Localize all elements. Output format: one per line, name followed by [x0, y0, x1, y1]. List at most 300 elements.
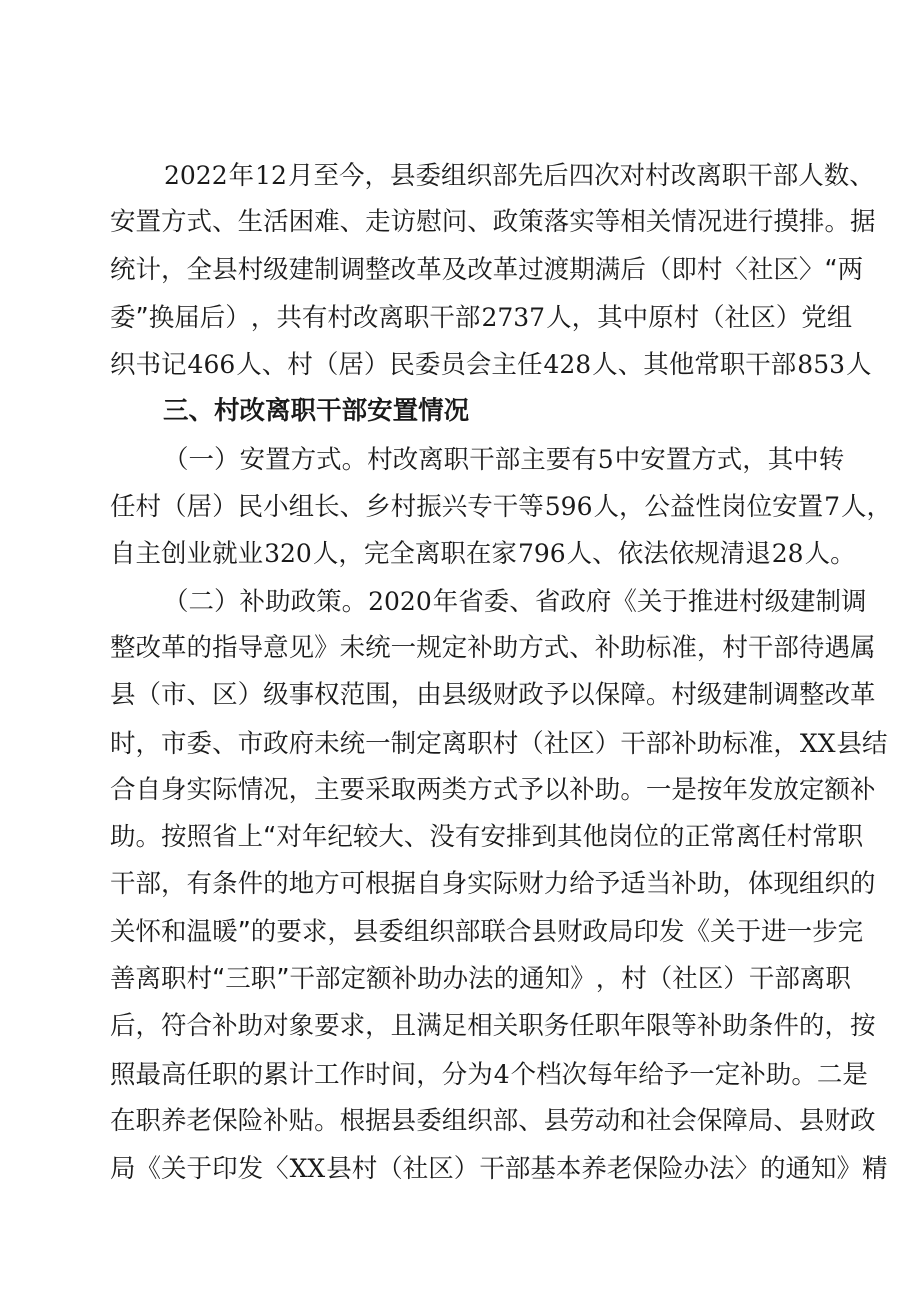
text-char: 织: [429, 916, 455, 947]
text-char: 社: [543, 728, 570, 759]
text-char: 、: [849, 161, 875, 191]
text-char: 为: [467, 1059, 493, 1090]
text-char: 离: [414, 539, 441, 570]
text-char: 离: [799, 964, 826, 995]
text-char: 制: [390, 728, 417, 759]
text-char: 到: [531, 822, 557, 853]
text-char: （: [312, 350, 339, 381]
text-char: 动: [594, 1105, 621, 1136]
text-char: 人: [546, 302, 572, 333]
text-char: 排: [798, 207, 825, 238]
text-char: 人: [593, 492, 619, 523]
text-char: 届: [174, 302, 200, 333]
text-line: [110, 1145, 888, 1192]
text-char: 暖: [212, 916, 238, 947]
text-char: 活: [263, 207, 289, 238]
text-char: 完: [363, 539, 390, 570]
text-char: 兴: [441, 492, 468, 523]
text-char: 通: [519, 964, 545, 995]
text-char: 进: [713, 586, 739, 617]
text-char: 委: [483, 586, 510, 617]
text-char: 进: [761, 916, 787, 947]
text-char: 家: [491, 539, 517, 570]
text-char: 府: [288, 728, 315, 759]
heading-line: [110, 388, 816, 435]
text-char: 依: [668, 539, 695, 570]
text-char: 排: [505, 822, 532, 853]
text-char: 级: [696, 680, 723, 711]
text-line: [110, 294, 853, 341]
text-char: 退: [745, 539, 771, 570]
text-char: 事: [288, 680, 315, 711]
text-char: 发: [237, 1154, 264, 1185]
text-char: 规: [694, 539, 720, 570]
text-char: 常: [812, 822, 838, 853]
text-line: [110, 861, 876, 908]
text-char: 人: [841, 492, 867, 523]
text-char: 组: [826, 302, 853, 333]
text-run-latin: 853: [797, 350, 846, 380]
text-char: 的: [493, 964, 520, 995]
text-char: 省: [212, 822, 238, 853]
text-char: ，: [722, 869, 748, 900]
text-char: 保: [594, 680, 621, 711]
text-char: 关: [710, 916, 736, 947]
text-char: 〉: [734, 1154, 760, 1185]
text-char: 年: [301, 822, 328, 853]
text-char: 正: [684, 822, 711, 853]
text-char: 合: [186, 1011, 213, 1042]
text-char: 方: [467, 774, 493, 805]
text-char: 关: [110, 916, 136, 947]
text-char: 助: [696, 728, 723, 759]
text-char: 〈: [722, 254, 748, 285]
text-char: 书: [135, 350, 162, 381]
text-char: 、: [592, 539, 618, 570]
text-char: 区: [773, 254, 799, 285]
text-char: 可: [339, 869, 366, 900]
text-char: 主: [314, 774, 340, 805]
text-char: 干: [745, 350, 771, 381]
text-char: 财: [824, 1105, 850, 1136]
text-char: “: [263, 822, 277, 853]
text-char: 后: [110, 1011, 136, 1042]
text-char: 离: [696, 161, 722, 191]
text-char: 步: [812, 916, 838, 947]
text-char: ）: [212, 492, 238, 523]
text-char: 、: [518, 1105, 544, 1136]
text-char: 革: [492, 254, 519, 285]
text-char: 足: [441, 1011, 468, 1042]
text-char: 情: [671, 207, 697, 238]
text-char: 求: [339, 1011, 366, 1042]
text-char: 村: [673, 302, 700, 333]
text-char: ，: [773, 728, 799, 759]
text-char: 《: [684, 916, 711, 947]
text-line: [110, 956, 851, 1003]
text-char: 定: [340, 964, 367, 995]
text-char: 离: [135, 964, 162, 995]
text-char: 助: [722, 1011, 748, 1042]
text-char: 一: [188, 444, 215, 475]
text-char: ，: [619, 492, 645, 523]
text-char: 中: [614, 444, 641, 475]
text-char: 人: [566, 539, 593, 570]
text-char: 部: [772, 161, 799, 191]
text-char: 县: [543, 1105, 570, 1136]
text-char: 办: [442, 964, 469, 995]
text-char: 且: [390, 1011, 417, 1042]
text-char: 职: [212, 1059, 238, 1090]
text-char: 县: [212, 254, 238, 285]
text-char: 干: [110, 869, 136, 900]
text-char: ，: [288, 774, 315, 805]
text-char: 常: [710, 822, 736, 853]
text-char: 村: [390, 492, 417, 523]
text-char: 村: [351, 1154, 378, 1185]
text-char: 求: [301, 916, 328, 947]
text-char: 部: [770, 350, 797, 381]
text-line: [110, 152, 875, 199]
text-char: 居: [186, 492, 213, 523]
text-char: 安: [640, 444, 666, 475]
text-char: 任: [569, 1011, 595, 1042]
text-char: 人: [592, 350, 618, 381]
text-char: 、: [188, 396, 215, 427]
text-char: 置: [135, 207, 162, 238]
text-char: 组: [403, 916, 430, 947]
text-char: 人: [846, 350, 872, 381]
text-char: 干: [429, 302, 455, 333]
text-char: 原: [648, 302, 674, 333]
text-line: [110, 341, 872, 388]
text-char: 温: [186, 916, 213, 947]
text-char: 职: [135, 1105, 162, 1136]
text-run-latin: XX: [799, 728, 836, 758]
text-char: 村: [237, 254, 264, 285]
text-char: 一: [689, 1059, 715, 1090]
text-char: 局: [608, 916, 634, 947]
text-char: 部: [504, 1154, 531, 1185]
text-char: 务: [543, 1011, 570, 1042]
text-char: 部: [454, 302, 481, 333]
text-char: 的: [849, 869, 876, 900]
text-char: 作: [339, 1059, 366, 1090]
text-char: 类: [441, 774, 468, 805]
text-char: 予: [594, 869, 621, 900]
text-char: 档: [536, 1059, 562, 1090]
text-char: 补: [696, 1011, 723, 1042]
text-char: 常: [694, 350, 720, 381]
text-char: 干: [316, 396, 342, 427]
text-char: 要: [276, 916, 302, 947]
text-char: 制: [747, 680, 774, 711]
text-line: [110, 767, 876, 814]
text-char: 情: [237, 774, 264, 805]
text-char: 助: [110, 822, 136, 853]
text-char: 自: [416, 869, 442, 900]
text-char: 政: [849, 1105, 876, 1136]
text-char: 位: [633, 822, 660, 853]
text-char: 置: [265, 444, 291, 475]
text-char: 给: [569, 869, 595, 900]
text-char: 保: [632, 1154, 658, 1185]
text-char: 级: [263, 680, 289, 711]
text-char: 小: [263, 492, 289, 523]
text-char: ，: [250, 302, 277, 333]
text-char: 市: [237, 728, 264, 759]
text-char: 条: [747, 1011, 774, 1042]
text-char: 组: [288, 492, 315, 523]
text-char: 有: [571, 444, 597, 475]
text-run-latin: 12: [255, 161, 287, 190]
text-char: 共: [276, 302, 302, 333]
text-char: 问: [441, 207, 468, 238]
text-char: 实: [569, 207, 595, 238]
text-char: 以: [569, 680, 595, 711]
text-char: 未: [314, 728, 340, 759]
text-char: 要: [314, 1011, 340, 1042]
text-char: 改: [390, 254, 417, 285]
text-line: [110, 1003, 876, 1050]
text-char: 据: [365, 1105, 391, 1136]
text-char: 人: [804, 539, 831, 570]
text-char: ）: [775, 302, 802, 333]
text-char: 较: [352, 822, 379, 853]
text-char: 先: [517, 161, 544, 191]
text-char: 工: [314, 1059, 340, 1090]
text-char: 局: [747, 1105, 774, 1136]
text-char: （: [645, 254, 672, 285]
text-char: 关: [645, 207, 672, 238]
text-char: 过: [518, 254, 544, 285]
text-char: 于: [186, 1154, 213, 1185]
text-char: 职: [440, 539, 466, 570]
text-char: 补: [212, 1011, 238, 1042]
text-char: 以: [543, 774, 570, 805]
text-char: 调: [841, 586, 867, 617]
text-char: 据: [390, 869, 417, 900]
text-char: 其: [643, 350, 669, 381]
text-line: [110, 483, 893, 530]
text-char: 全: [389, 539, 415, 570]
text-char: 在: [110, 1105, 136, 1136]
text-char: 体: [747, 869, 774, 900]
text-line: [110, 625, 876, 672]
text-char: ，: [390, 680, 417, 711]
paragraph-placement-methods: [110, 436, 893, 578]
text-char: 织: [466, 161, 493, 191]
text-char: 部: [341, 396, 368, 427]
text-char: 是: [842, 1059, 868, 1090]
text-char: 委: [416, 1105, 442, 1136]
text-char: 知: [544, 964, 571, 995]
text-char: 区: [697, 964, 724, 995]
text-char: 政: [492, 207, 519, 238]
text-char: 时: [365, 1059, 391, 1090]
text-char: ）: [594, 728, 621, 759]
text-line: [110, 814, 864, 861]
text-char: 置: [797, 492, 824, 523]
text-char: 上: [237, 822, 264, 853]
text-char: 级: [764, 586, 790, 617]
text-char: 委: [110, 302, 136, 333]
paragraph-subsidy-policy: [110, 578, 888, 1193]
text-char: 记: [161, 350, 187, 381]
text-char: 见: [288, 632, 315, 663]
text-char: 村: [367, 444, 393, 475]
text-char: 组: [441, 161, 467, 191]
text-char: 的: [250, 916, 277, 947]
text-char: 补: [391, 964, 418, 995]
text-char: 市: [161, 680, 187, 711]
text-char: 财: [492, 680, 519, 711]
text-char: 合: [505, 916, 532, 947]
text-char: 村: [186, 964, 213, 995]
text-char: 关: [161, 1154, 187, 1185]
text-char: 》: [836, 1154, 863, 1185]
text-char: 贴: [288, 1105, 315, 1136]
text-char: 大: [378, 822, 404, 853]
text-char: 意: [263, 632, 289, 663]
text-char: 困: [288, 207, 315, 238]
text-char: 印: [633, 916, 660, 947]
text-char: 改: [824, 680, 850, 711]
text-char: 三: [163, 396, 189, 427]
text-char: 的: [186, 632, 213, 663]
text-char: 补: [849, 774, 876, 805]
text-char: 有: [301, 302, 328, 333]
text-char: 益: [670, 492, 696, 523]
text-char: 业: [237, 539, 264, 570]
text-char: 级: [263, 254, 289, 285]
text-char: 村: [492, 728, 519, 759]
text-char: 次: [594, 161, 620, 191]
text-char: 现: [773, 869, 799, 900]
text-char: 区: [569, 728, 595, 759]
text-char: 改: [239, 396, 266, 427]
text-char: 方: [518, 632, 544, 663]
text-char: 局: [110, 1154, 136, 1185]
text-char: 关: [492, 1011, 519, 1042]
text-char: （: [699, 302, 725, 333]
text-char: 社: [672, 964, 698, 995]
text-char: 岗: [608, 822, 634, 853]
text-char: 的: [263, 869, 289, 900]
text-char: ，: [696, 632, 723, 663]
text-char: 养: [161, 1105, 187, 1136]
text-char: 职: [594, 1011, 621, 1042]
text-char: 放: [773, 774, 799, 805]
text-char: 职: [403, 302, 430, 333]
text-char: 、: [403, 822, 430, 853]
text-char: 创: [161, 539, 187, 570]
text-char: 组: [798, 869, 825, 900]
text-char: 转: [818, 444, 845, 475]
text-char: 遇: [824, 632, 850, 663]
text-char: 革: [161, 632, 187, 663]
text-char: 〉: [798, 254, 825, 285]
text-char: 依: [617, 539, 644, 570]
text-char: 村: [738, 586, 765, 617]
text-char: 政: [263, 728, 289, 759]
text-char: 补: [467, 632, 493, 663]
text-run-latin: 4: [493, 1059, 510, 1089]
text-char: ，: [135, 728, 162, 759]
text-char: 部: [315, 964, 341, 995]
text-char: 县: [531, 916, 557, 947]
text-char: 围: [365, 680, 391, 711]
text-char: 和: [161, 916, 187, 947]
text-char: 三: [225, 964, 251, 995]
text-char: 党: [801, 302, 827, 333]
text-char: 标: [645, 632, 672, 663]
text-run-latin: 796: [517, 539, 566, 569]
text-char: 区: [428, 1154, 454, 1185]
text-char: 县: [836, 728, 863, 759]
text-char: 政: [560, 586, 586, 617]
text-char: 定: [798, 774, 825, 805]
text-line: [110, 578, 867, 625]
text-char: 部: [492, 161, 518, 191]
text-char: 险: [237, 1105, 264, 1136]
text-char: 落: [543, 207, 570, 238]
text-char: 发: [659, 916, 685, 947]
text-run-latin: 2020: [368, 586, 432, 616]
text-char: 联: [480, 916, 506, 947]
text-char: 补: [594, 632, 621, 663]
text-char: 年: [612, 1059, 639, 1090]
text-char: 方: [691, 444, 717, 475]
text-char: ，: [161, 869, 187, 900]
text-char: 村: [786, 822, 813, 853]
text-char: 职: [825, 964, 851, 995]
text-char: 据: [849, 207, 876, 238]
text-char: 老: [186, 1105, 213, 1136]
text-char: 没: [429, 822, 455, 853]
text-char: 任: [186, 1059, 213, 1090]
text-char: 社: [645, 1105, 672, 1136]
text-char: （: [377, 1154, 403, 1185]
text-char: 助: [237, 1011, 264, 1042]
text-char: 补: [263, 1105, 289, 1136]
text-char: 按: [696, 774, 723, 805]
text-char: 条: [212, 869, 238, 900]
text-char: 未: [339, 632, 366, 663]
text-char: 其: [556, 822, 583, 853]
text-char: 改: [352, 302, 379, 333]
text-char: 会: [465, 350, 492, 381]
text-line: [110, 247, 864, 294]
text-char: 部: [645, 728, 672, 759]
text-char: 怀: [135, 916, 162, 947]
text-char: 其: [767, 444, 794, 475]
text-char: 安: [772, 492, 798, 523]
text-char: 清: [719, 539, 746, 570]
text-char: ，: [327, 916, 353, 947]
text-char: 计: [288, 1059, 315, 1090]
text-char: 印: [212, 1154, 238, 1185]
text-char: ）: [453, 1154, 480, 1185]
text-char: 统: [365, 632, 391, 663]
text-char: 助: [620, 632, 646, 663]
text-char: 干: [620, 728, 646, 759]
text-char: 、: [339, 207, 366, 238]
text-char: “: [212, 964, 226, 995]
text-char: 一: [365, 728, 391, 759]
text-char: 高: [161, 1059, 187, 1090]
text-char: 实: [467, 869, 493, 900]
